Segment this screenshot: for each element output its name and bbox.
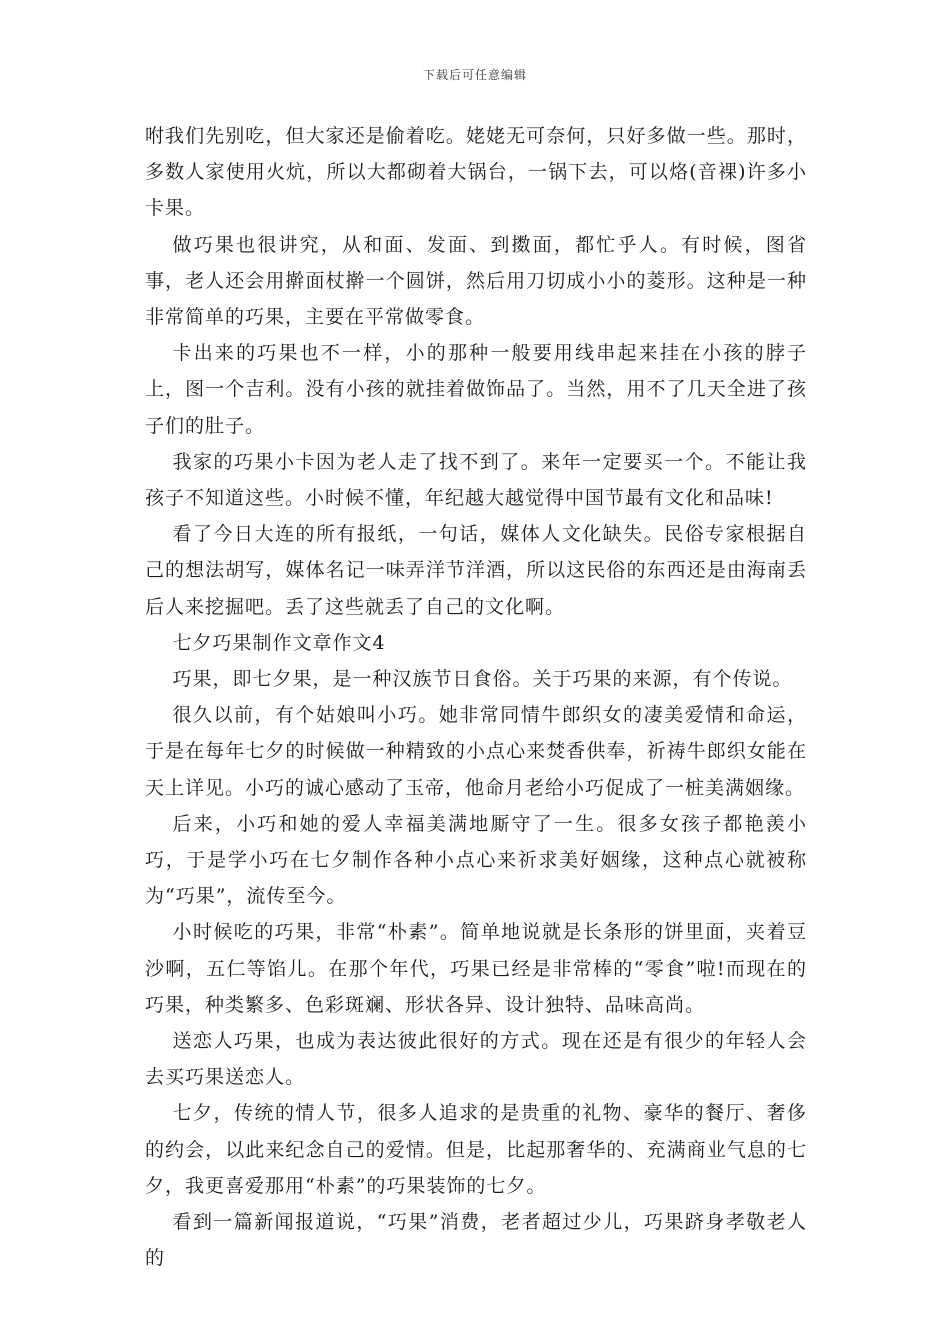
paragraph: 后来，小巧和她的爱人幸福美满地厮守了一生。很多女孩子都艳羡小巧，于是学小巧在七夕制作各种小点心来祈求美好姻缘，这种点心就被称为“巧果”，流传至今。 bbox=[145, 812, 807, 908]
paragraph: 巧果，即七夕果，是一种汉族节日食俗。关于巧果的来源，有个传说。 bbox=[172, 668, 793, 691]
paragraph: 卡出来的巧果也不一样，小的那种一般要用线串起来挂在小孩的脖子上，图一个吉利。没有小孩的就挂着做饰品了。当然，用不了几天全进了孩子们的肚子。 bbox=[145, 342, 807, 437]
paragraph: 很久以前，有个姑娘叫小巧。她非常同情牛郎织女的凄美爱情和命运，于是在每年七夕的时候做一种精致的小点心来焚香供奉，祈祷牛郎织女能在天上详见。小巧的诚心感动了玉帝，他命月老给小巧促成了一桩美满姻缘。 bbox=[145, 704, 807, 799]
paragraph: 看到一篇新闻报道说，“巧果”消费，老者超过少儿，巧果跻身孝敬老人的 bbox=[145, 1211, 807, 1270]
page-header: 下载后可任意编辑 bbox=[422, 68, 527, 82]
paragraph: 做巧果也很讲究，从和面、发面、到擞面，都忙乎人。有时候，图省事，老人还会用擀面杖擀一个圆饼，然后用刀切成小小的菱形。这种是一种非常简单的巧果，主要在平常做零食。 bbox=[145, 233, 807, 329]
paragraph: 咐我们先别吃，但大家还是偷着吃。姥姥无可奈何，只好多做一些。那时，多数人家使用火炕，所以大都砌着大锅台，一锅下去，可以烙(音裸)许多小卡果。 bbox=[145, 125, 807, 220]
paragraph: 七夕，传统的情人节，很多人追求的是贵重的礼物、豪华的餐厅、奢侈的约会，以此来纪念自己的爱情。但是，比起那奢华的、充满商业气息的七夕，我更喜爱那用“朴素”的巧果装饰的七夕。 bbox=[145, 1102, 807, 1197]
paragraph: 送恋人巧果，也成为表达彼此很好的方式。现在还是有很少的年轻人会去买巧果送恋人。 bbox=[145, 1030, 807, 1089]
paragraph: 看了今日大连的所有报纸，一句话，媒体人文化缺失。民俗专家根据自己的想法胡写，媒体名记一味弄洋节洋酒，所以这民俗的东西还是由海南丢后人来挖掘吧。丢了这些就丢了自己的文化啊。 bbox=[145, 523, 807, 618]
section-heading: 七夕巧果制作文章作文4 bbox=[172, 631, 386, 654]
paragraph: 我家的巧果小卡因为老人走了找不到了。来年一定要买一个。不能让我孩子不知道这些。小时候不懂，年纪越大越觉得中国节最有文化和品味! bbox=[145, 450, 807, 510]
document-body bbox=[145, 118, 807, 1277]
paragraph: 小时候吃的巧果，非常“朴素”。简单地说就是长条形的饼里面，夹着豆沙啊，五仁等馅儿。在那个年代，巧果已经是非常棒的“零食”啦!而现在的巧果，种类繁多、色彩斑斓、形状各异、设计独特、品味高尚。 bbox=[145, 921, 807, 1016]
